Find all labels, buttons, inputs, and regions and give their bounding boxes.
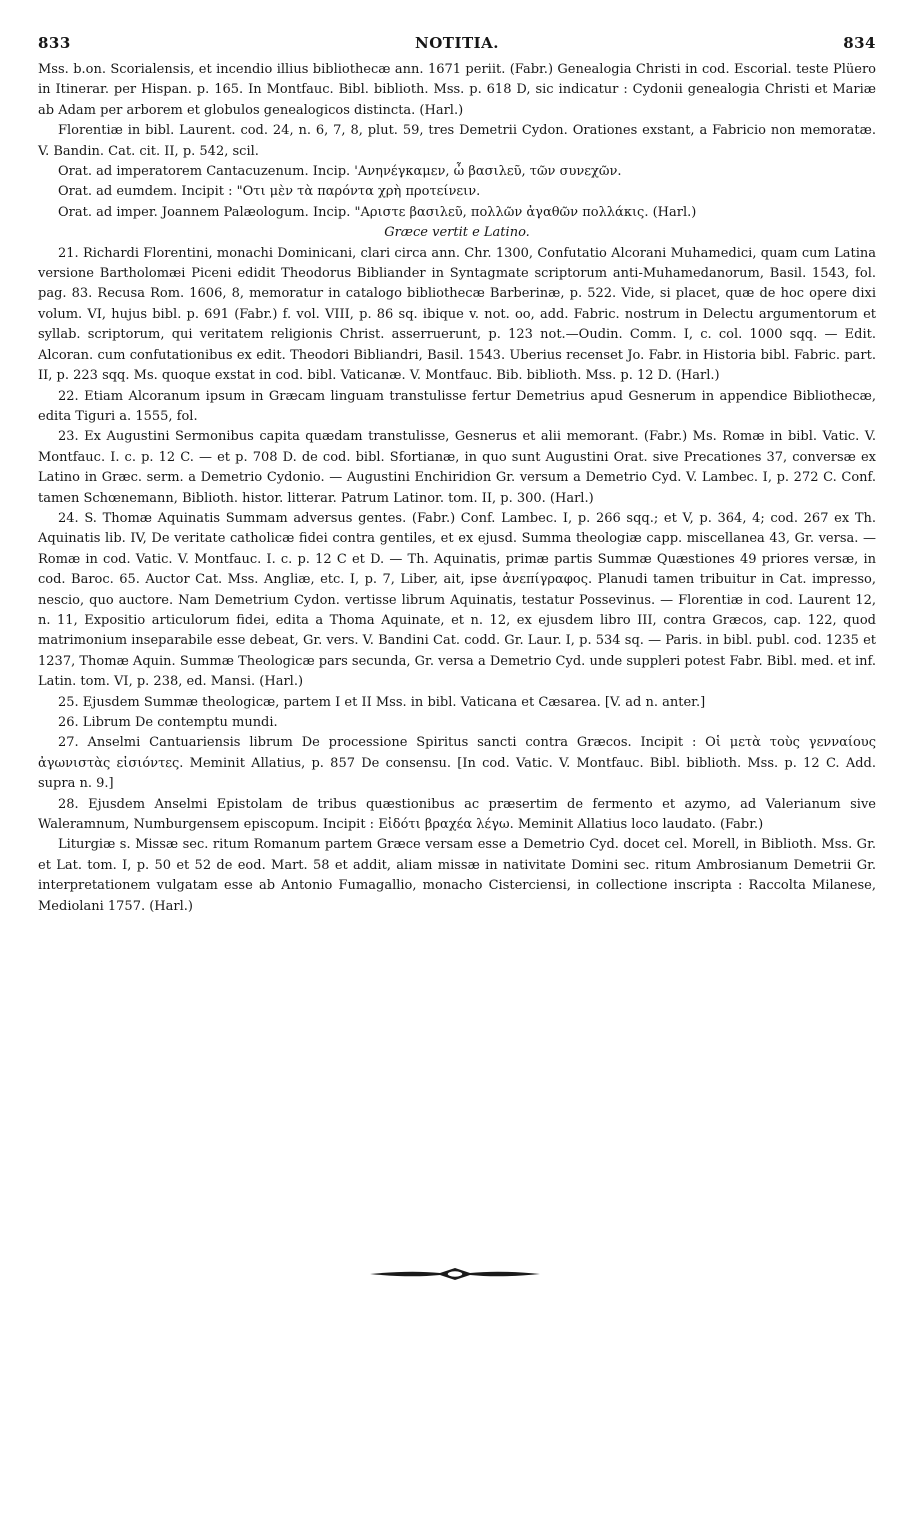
paragraph: Orat. ad eumdem. Incipit : "Οτι μὲν τὰ παρόντα χρὴ προτείνειν. [58, 184, 481, 200]
running-title: NOTITIA. [415, 34, 499, 52]
paragraph: 21. Richardi Florentini, monachi Dominicani, clari circa ann. Chr. 1300, Confutatio Alcorani Muhamedici, quam cum Latina versione Bartholomæi Piceni edidit Theodorus Bibliander in Syntagmate scriptorum anti-Muhamedanorum, Basil. 1543, fol. pag. 83. Recusa Rom. 1606, 8, memoratur in catalogo bibliothecæ Barberinæ, p. 522. Vide, si placet, quæ de hoc opere dixi volum. VI, hujus bibl. p. 691 (Fabr.) f. vol. VIII, p. 86 sq. ibique v. not. oo, add. Fabric. nostrum in Delectu argumentorum et syllab. scriptorum, qui veritatem religionis Christ. asserruerunt, p. 123 not.—Oudin. Comm. I, c. col. 1000 sqq. — Edit. Alcoran. cum confutationibus ex edit. Theodori Bibliandri, Basil. 1543. Uberius recenset Jo. Fabr. in Historia bibl. Fabric. part. II, p. 223 sqq. Ms. quoque exstat in cod. bibl. Vaticanæ. V. Montfauc. Bib. biblioth. Mss. p. 12 D. (Harl.) [38, 245, 876, 384]
paragraph: Orat. ad imperatorem Cantacuzenum. Incip. 'Ανηνέγκαμεν, ὦ βασιλεῦ, τῶν συνεχῶν. [58, 164, 622, 180]
paragraph: 23. Ex Augustini Sermonibus capita quædam transtulisse, Gesnerus et alii memorant. (Fabr.) Ms. Romæ in bibl. Vatic. V. Montfauc. I. c. p. 12 C. — et p. 708 D. de cod. bibl. Sfortianæ, in quo sunt Augustini Orat. sive Precationes 37, conversæ ex Latino in Græc. serm. a Demetrio Cydonio. — Augustini Enchiridion Gr. versum a Demetrio Cyd. V. Lambec. I, p. 272 C. Conf. tamen Schœnemann, Biblioth. histor. litterar. Patrum Latinor. tom. II, p. 300. (Harl.) [38, 429, 876, 506]
paragraph: 27. Anselmi Cantuariensis librum De processione Spiritus sancti contra Græcos. Incipit : Οἱ μετὰ τοὺς γενναίους ἀγωνιστὰς εἰσιόντες. Meminit Allatius, p. 857 De consensu. [In cod. Vatic. V. Montfauc. Bibl. biblioth. Mss. p. 12 C. Add. supra n. 9.] [38, 735, 876, 792]
paragraph: 24. S. Thomæ Aquinatis Summam adversus gentes. (Fabr.) Conf. Lambec. I, p. 266 sqq.; et V, p. 364, 4; cod. 267 ex Th. Aquinatis lib. IV, De veritate catholicæ fidei contra gentiles, et ex ejusd. Summa theologiæ capp. miscellanea 43, Gr. versa. — Romæ in cod. Vatic. V. Montfauc. I. c. p. 12 C et D. — Th. Aquinatis, primæ partis Summæ Quæstiones 49 priores versæ, in cod. Baroc. 65. Auctor Cat. Mss. Angliæ, etc. I, p. 7, Liber, ait, ipse ἀνεπίγραφος. Planudi tamen tribuitur in Cat. impresso, nescio, quo auctore. Nam Demetrium Cydon. vertisse librum Aquinatis, testatur Possevinus. — Florentiæ in cod. Laurent 12, n. 11, Expositio articulorum fidei, edita a Thoma Aquinate, et n. 12, ex ejusdem libro III, contra Græcos, cap. 122, quod matrimonium inseparabile esse debeat, Gr. vers. V. Bandini Cat. codd. Gr. Laur. I, p. 534 sq. — Paris. in bibl. publ. cod. 1235 et 1237, Thomæ Aquin. Summæ Theologicæ pars secunda, Gr. versa a Demetrio Cyd. unde suppleri potest Fabr. Bibl. med. et inf. Latin. tom. VI, p. 238, ed. Mansi. (Harl.) [38, 510, 876, 690]
paragraph: Florentiæ in bibl. Laurent. cod. 24, n. 6, 7, 8, plut. 59, tres Demetrii Cydon. Orationes exstant, a Fabricio non memoratæ. V. Bandin. Cat. cit. II, p. 542, scil. [38, 123, 876, 159]
paragraph: 28. Ejusdem Anselmi Epistolam de tribus quæstionibus ac præsertim de fermento et azymo, ad Valerianum sive Waleramnum, Numburgensem episcopum. Incipit : Εἰδότι βραχέα λέγω. Meminit Allatius loco laudato. (Fabr.) [38, 796, 876, 833]
page [38, 34, 876, 917]
paragraph: 26. Librum De contemptu mundi. [58, 715, 278, 730]
paragraph: Liturgiæ s. Missæ sec. ritum Romanum partem Græce versam esse a Demetrio Cyd. docet cel. Morell, in Biblioth. Mss. Gr. et Lat. tom. I, p. 50 et 52 de eod. Mart. 58 et addit, aliam missæ in nativitate Domini sec. ritum Ambrosianum Demetrii Gr. interpretationem vulgatam esse ab Antonio Fumagallio, monacho Cisterciensi, in collectione inscripta : Raccolta Milanese, Mediolani 1757. (Harl.) [38, 837, 876, 914]
paragraph: Mss. b.on. Scorialensis, et incendio illius bibliothecæ ann. 1671 periit. (Fabr.) Genealogia Christi in cod. Escorial. teste Plüero in Itinerar. per Hispan. p. 165. In Montfauc. Bibl. biblioth. Mss. p. 618 D, sic indicatur : Cydonii genealogia Christi et Mariæ ab Adam per arborem et globulos genealogicos distincta. (Harl.) [38, 62, 876, 118]
page-header [38, 34, 876, 60]
paragraph: 22. Etiam Alcoranum ipsum in Græcam linguam transtulisse fertur Demetrius apud Gesnerum in appendice Bibliothecæ, edita Tiguri a. 1555, fol. [38, 388, 876, 424]
paragraph: Orat. ad imper. Joannem Palæologum. Incip. "Αριστε βασιλεῦ, πολλῶν ἀγαθῶν πολλάκις. (Harl.) [58, 204, 697, 220]
page-number-left: 833 [38, 34, 71, 52]
ornament-divider [370, 1267, 540, 1281]
text-body [38, 60, 876, 917]
section-heading: Græce vertit e Latino. [384, 225, 530, 241]
paragraph: 25. Ejusdem Summæ theologicæ, partem I et II Mss. in bibl. Vaticana et Cæsarea. [V. ad n. anter.] [58, 694, 706, 710]
page-number-right: 834 [843, 34, 876, 52]
